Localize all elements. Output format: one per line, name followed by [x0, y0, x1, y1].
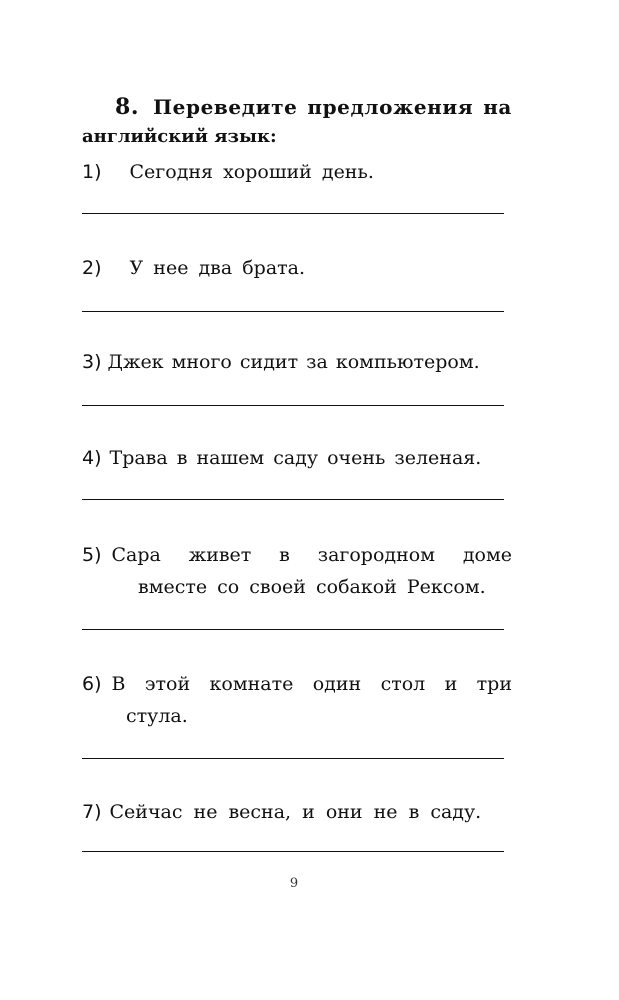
answer-line-3[interactable] [82, 405, 504, 406]
exercise-title-line1: Переведите предложения на [153, 95, 512, 119]
item-marker: 1) [82, 161, 102, 183]
item-text: Джек много сидит за компьютером. [107, 351, 480, 373]
sentence-item-3 [82, 346, 512, 378]
answer-line-2[interactable] [82, 311, 504, 312]
item-text-continued: стула. [126, 705, 188, 727]
item-text: Сара живет в загородном доме [111, 544, 512, 566]
item-text: Трава в нашем саду очень зеленая. [109, 447, 482, 469]
item-marker: 4) [82, 447, 102, 469]
exercise-title-line2: английский язык: [82, 126, 277, 147]
sentence-item-2 [82, 252, 512, 284]
exercise-number: 8. [115, 94, 140, 120]
sentence-item-1 [82, 156, 512, 188]
page-number: 9 [289, 876, 299, 891]
item-marker: 7) [82, 801, 102, 823]
exercise-heading [82, 92, 512, 152]
item-marker: 2) [82, 257, 102, 279]
item-marker: 5) [82, 544, 102, 566]
item-text: У нее два брата. [129, 257, 306, 279]
item-marker: 3) [82, 351, 102, 373]
item-marker: 6) [82, 673, 102, 695]
sentence-item-5 [82, 539, 512, 603]
item-text-continued: вместе со своей собакой Рексом. [138, 576, 486, 598]
answer-line-4[interactable] [82, 499, 504, 500]
item-text: Сейчас не весна, и они не в саду. [109, 801, 482, 823]
answer-line-5[interactable] [82, 629, 504, 630]
sentence-item-7 [82, 796, 512, 828]
item-text: В этой комнате один стол и три [111, 673, 512, 695]
answer-line-7[interactable] [82, 851, 504, 852]
answer-line-1[interactable] [82, 213, 504, 214]
sentence-item-4 [82, 442, 512, 474]
item-text: Сегодня хороший день. [129, 161, 374, 183]
answer-line-6[interactable] [82, 758, 504, 759]
sentence-item-6 [82, 668, 512, 732]
